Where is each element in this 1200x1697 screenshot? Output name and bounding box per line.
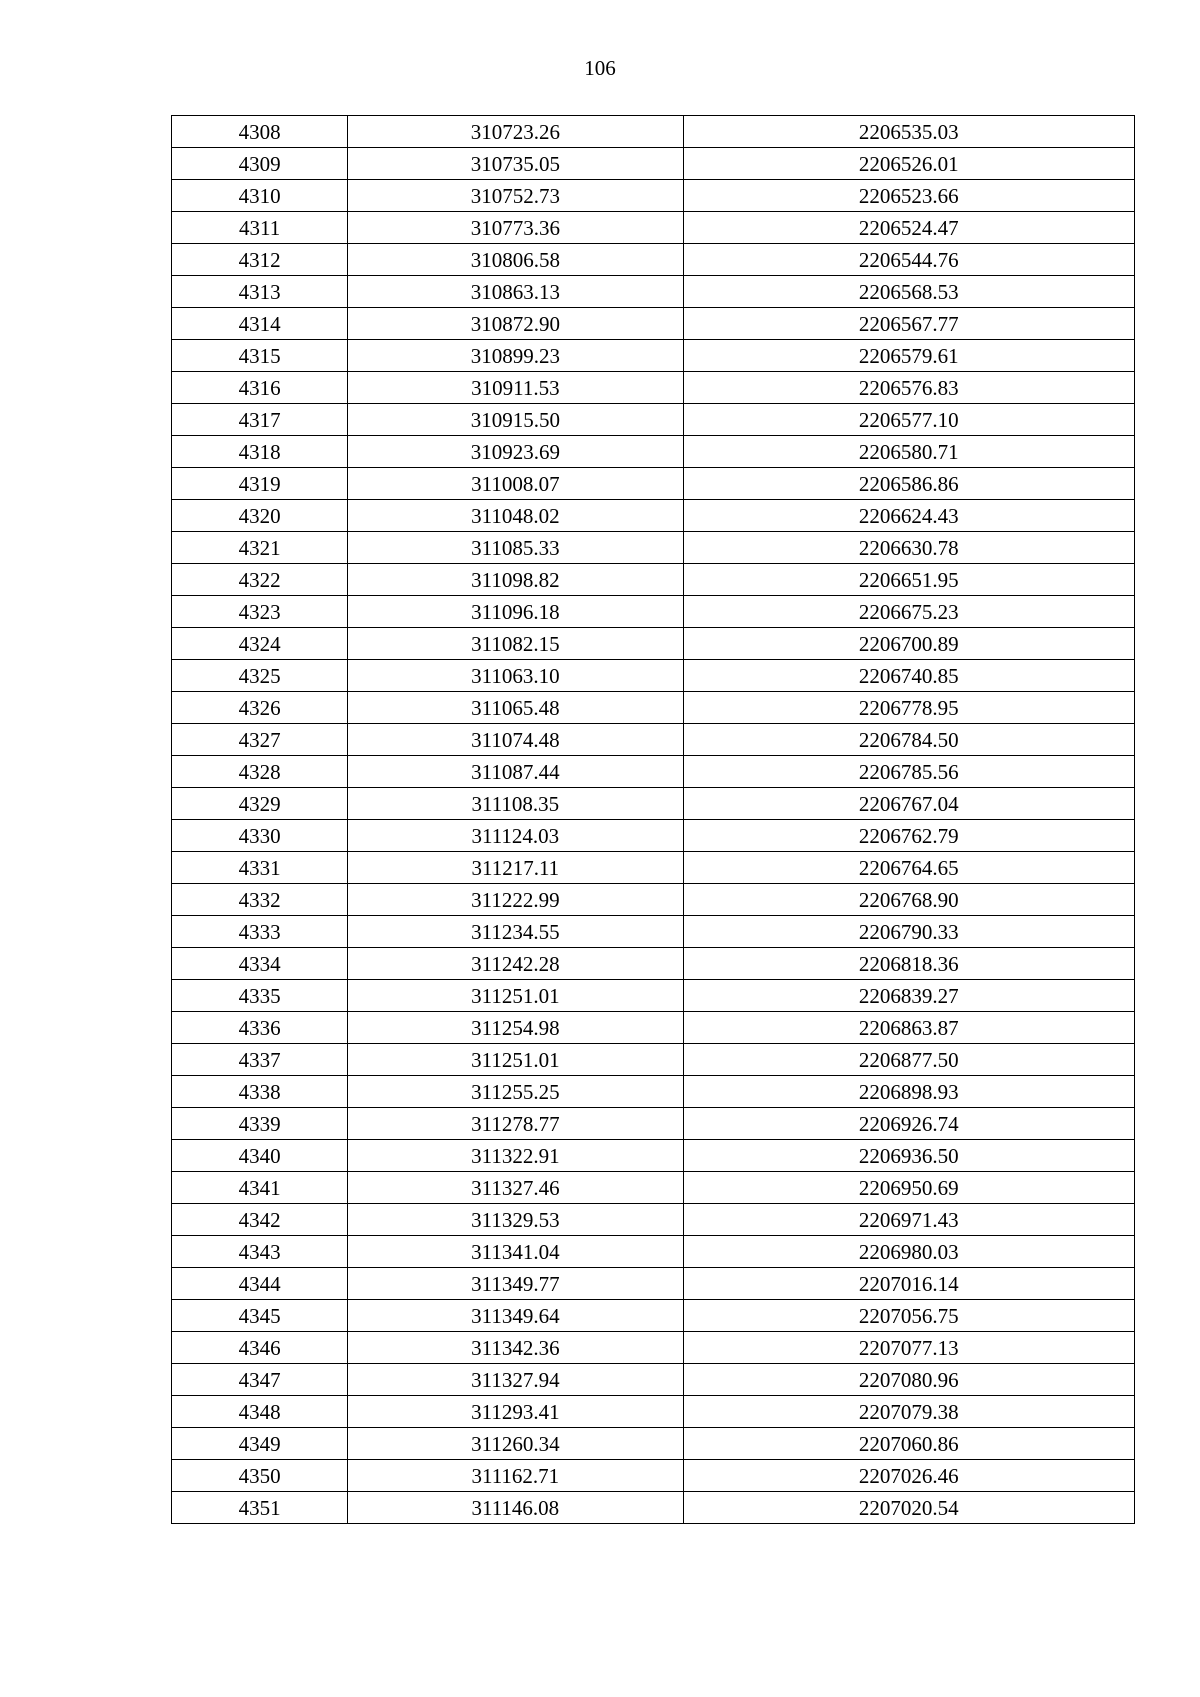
point-number-cell: 4348 [172,1396,348,1428]
table-row [172,1140,1135,1172]
x-coordinate-cell: 310752.73 [348,180,683,212]
x-coordinate-cell: 311341.04 [348,1236,683,1268]
table-row [172,1204,1135,1236]
x-coordinate-cell: 311124.03 [348,820,683,852]
point-number-cell: 4330 [172,820,348,852]
table-row [172,500,1135,532]
point-number-cell: 4347 [172,1364,348,1396]
x-coordinate-cell: 311251.01 [348,1044,683,1076]
table-row [172,660,1135,692]
point-number-cell: 4325 [172,660,348,692]
x-coordinate-cell: 311342.36 [348,1332,683,1364]
point-number-cell: 4317 [172,404,348,436]
table-row [172,948,1135,980]
x-coordinate-cell: 311349.77 [348,1268,683,1300]
x-coordinate-cell: 310872.90 [348,308,683,340]
point-number-cell: 4349 [172,1428,348,1460]
table-row [172,852,1135,884]
point-number-cell: 4327 [172,724,348,756]
x-coordinate-cell: 311217.11 [348,852,683,884]
x-coordinate-cell: 311082.15 [348,628,683,660]
y-coordinate-cell: 2206863.87 [683,1012,1134,1044]
x-coordinate-cell: 311293.41 [348,1396,683,1428]
table-row [172,724,1135,756]
y-coordinate-cell: 2206768.90 [683,884,1134,916]
point-number-cell: 4324 [172,628,348,660]
x-coordinate-cell: 311329.53 [348,1204,683,1236]
table-row [172,1268,1135,1300]
table-row [172,1108,1135,1140]
page-number: 106 [584,56,616,80]
y-coordinate-cell: 2206950.69 [683,1172,1134,1204]
table-row [172,820,1135,852]
x-coordinate-cell: 311096.18 [348,596,683,628]
x-coordinate-cell: 311251.01 [348,980,683,1012]
table-row [172,1396,1135,1428]
point-number-cell: 4332 [172,884,348,916]
x-coordinate-cell: 311048.02 [348,500,683,532]
table-row [172,532,1135,564]
point-number-cell: 4308 [172,116,348,148]
table-row [172,1172,1135,1204]
y-coordinate-cell: 2206624.43 [683,500,1134,532]
point-number-cell: 4340 [172,1140,348,1172]
x-coordinate-cell: 310735.05 [348,148,683,180]
table-row [172,916,1135,948]
x-coordinate-cell: 311074.48 [348,724,683,756]
table-row [172,1364,1135,1396]
x-coordinate-cell: 310911.53 [348,372,683,404]
point-number-cell: 4314 [172,308,348,340]
y-coordinate-cell: 2207079.38 [683,1396,1134,1428]
point-number-cell: 4311 [172,212,348,244]
y-coordinate-cell: 2207056.75 [683,1300,1134,1332]
point-number-cell: 4313 [172,276,348,308]
point-number-cell: 4312 [172,244,348,276]
point-number-cell: 4350 [172,1460,348,1492]
point-number-cell: 4315 [172,340,348,372]
x-coordinate-cell: 310773.36 [348,212,683,244]
y-coordinate-cell: 2206524.47 [683,212,1134,244]
point-number-cell: 4309 [172,148,348,180]
table-row [172,180,1135,212]
x-coordinate-cell: 311087.44 [348,756,683,788]
x-coordinate-cell: 311242.28 [348,948,683,980]
table-row [172,756,1135,788]
x-coordinate-cell: 311260.34 [348,1428,683,1460]
y-coordinate-cell: 2206818.36 [683,948,1134,980]
x-coordinate-cell: 311254.98 [348,1012,683,1044]
y-coordinate-cell: 2206898.93 [683,1076,1134,1108]
y-coordinate-cell: 2206576.83 [683,372,1134,404]
point-number-cell: 4336 [172,1012,348,1044]
y-coordinate-cell: 2206980.03 [683,1236,1134,1268]
x-coordinate-cell: 311349.64 [348,1300,683,1332]
table-row [172,628,1135,660]
y-coordinate-cell: 2206580.71 [683,436,1134,468]
y-coordinate-cell: 2206544.76 [683,244,1134,276]
x-coordinate-cell: 311327.94 [348,1364,683,1396]
table-row [172,276,1135,308]
table-row [172,1332,1135,1364]
x-coordinate-cell: 310923.69 [348,436,683,468]
y-coordinate-cell: 2207020.54 [683,1492,1134,1524]
point-number-cell: 4321 [172,532,348,564]
y-coordinate-cell: 2206535.03 [683,116,1134,148]
table-row [172,1492,1135,1524]
x-coordinate-cell: 310723.26 [348,116,683,148]
point-number-cell: 4326 [172,692,348,724]
y-coordinate-cell: 2206936.50 [683,1140,1134,1172]
y-coordinate-cell: 2206523.66 [683,180,1134,212]
x-coordinate-cell: 311085.33 [348,532,683,564]
y-coordinate-cell: 2206785.56 [683,756,1134,788]
y-coordinate-cell: 2206926.74 [683,1108,1134,1140]
table-row [172,1044,1135,1076]
point-number-cell: 4319 [172,468,348,500]
y-coordinate-cell: 2206767.04 [683,788,1134,820]
table-row [172,1236,1135,1268]
table-row [172,404,1135,436]
table-row [172,308,1135,340]
y-coordinate-cell: 2207080.96 [683,1364,1134,1396]
point-number-cell: 4337 [172,1044,348,1076]
table-row [172,1076,1135,1108]
y-coordinate-cell: 2206839.27 [683,980,1134,1012]
y-coordinate-cell: 2206784.50 [683,724,1134,756]
point-number-cell: 4316 [172,372,348,404]
table-row [172,372,1135,404]
y-coordinate-cell: 2206651.95 [683,564,1134,596]
point-number-cell: 4341 [172,1172,348,1204]
x-coordinate-cell: 311222.99 [348,884,683,916]
table-row [172,436,1135,468]
y-coordinate-cell: 2206877.50 [683,1044,1134,1076]
coordinates-table [171,115,1135,1524]
x-coordinate-cell: 311234.55 [348,916,683,948]
y-coordinate-cell: 2206568.53 [683,276,1134,308]
y-coordinate-cell: 2206971.43 [683,1204,1134,1236]
table-row [172,884,1135,916]
point-number-cell: 4335 [172,980,348,1012]
point-number-cell: 4344 [172,1268,348,1300]
table-row [172,116,1135,148]
table-row [172,148,1135,180]
point-number-cell: 4333 [172,916,348,948]
x-coordinate-cell: 311255.25 [348,1076,683,1108]
y-coordinate-cell: 2206700.89 [683,628,1134,660]
point-number-cell: 4343 [172,1236,348,1268]
table-row [172,1012,1135,1044]
point-number-cell: 4334 [172,948,348,980]
x-coordinate-cell: 310863.13 [348,276,683,308]
table-row [172,596,1135,628]
x-coordinate-cell: 311065.48 [348,692,683,724]
point-number-cell: 4338 [172,1076,348,1108]
point-number-cell: 4328 [172,756,348,788]
table-row [172,788,1135,820]
y-coordinate-cell: 2207016.14 [683,1268,1134,1300]
x-coordinate-cell: 310899.23 [348,340,683,372]
point-number-cell: 4329 [172,788,348,820]
y-coordinate-cell: 2206675.23 [683,596,1134,628]
point-number-cell: 4318 [172,436,348,468]
point-number-cell: 4320 [172,500,348,532]
table-row [172,692,1135,724]
y-coordinate-cell: 2206577.10 [683,404,1134,436]
point-number-cell: 4345 [172,1300,348,1332]
y-coordinate-cell: 2206579.61 [683,340,1134,372]
table-row [172,564,1135,596]
x-coordinate-cell: 310915.50 [348,404,683,436]
x-coordinate-cell: 311162.71 [348,1460,683,1492]
y-coordinate-cell: 2206630.78 [683,532,1134,564]
y-coordinate-cell: 2206778.95 [683,692,1134,724]
x-coordinate-cell: 311146.08 [348,1492,683,1524]
table-row [172,340,1135,372]
table-row [172,468,1135,500]
point-number-cell: 4322 [172,564,348,596]
point-number-cell: 4323 [172,596,348,628]
table-row [172,1428,1135,1460]
x-coordinate-cell: 311008.07 [348,468,683,500]
x-coordinate-cell: 311278.77 [348,1108,683,1140]
x-coordinate-cell: 311108.35 [348,788,683,820]
point-number-cell: 4310 [172,180,348,212]
y-coordinate-cell: 2206762.79 [683,820,1134,852]
y-coordinate-cell: 2206790.33 [683,916,1134,948]
table-row [172,212,1135,244]
table-row [172,244,1135,276]
point-number-cell: 4331 [172,852,348,884]
table-body [172,116,1135,1524]
y-coordinate-cell: 2206586.86 [683,468,1134,500]
point-number-cell: 4351 [172,1492,348,1524]
point-number-cell: 4339 [172,1108,348,1140]
table-row [172,1300,1135,1332]
point-number-cell: 4342 [172,1204,348,1236]
table-row [172,1460,1135,1492]
y-coordinate-cell: 2206526.01 [683,148,1134,180]
y-coordinate-cell: 2206764.65 [683,852,1134,884]
x-coordinate-cell: 311098.82 [348,564,683,596]
y-coordinate-cell: 2207077.13 [683,1332,1134,1364]
point-number-cell: 4346 [172,1332,348,1364]
table-row [172,980,1135,1012]
y-coordinate-cell: 2207026.46 [683,1460,1134,1492]
y-coordinate-cell: 2206740.85 [683,660,1134,692]
x-coordinate-cell: 310806.58 [348,244,683,276]
y-coordinate-cell: 2207060.86 [683,1428,1134,1460]
x-coordinate-cell: 311322.91 [348,1140,683,1172]
x-coordinate-cell: 311327.46 [348,1172,683,1204]
y-coordinate-cell: 2206567.77 [683,308,1134,340]
x-coordinate-cell: 311063.10 [348,660,683,692]
